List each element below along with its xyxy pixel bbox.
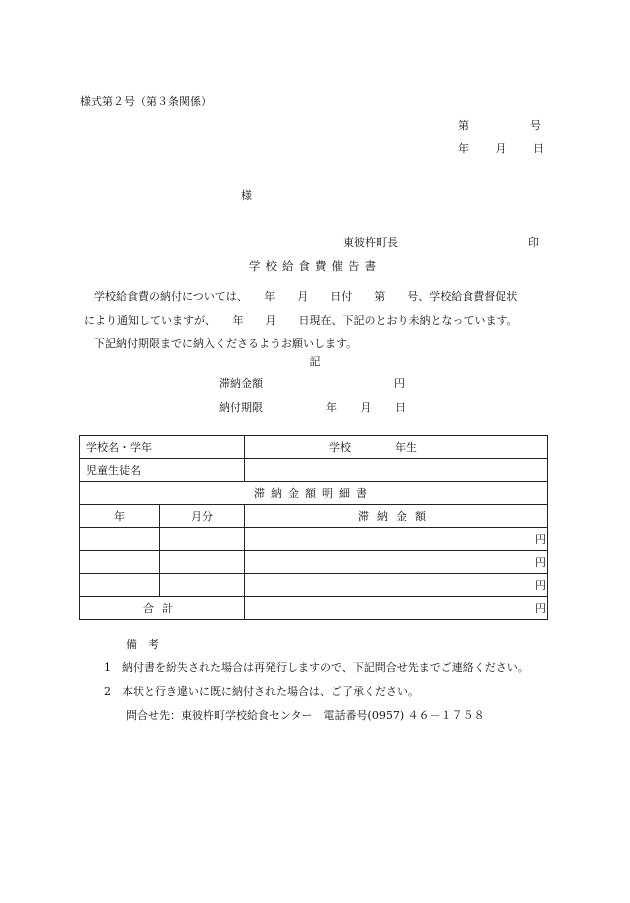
row-year-cell <box>80 551 160 574</box>
arrears-amount-unit: 円 <box>394 377 405 390</box>
document-title: 学校給食費催告書 <box>249 259 381 273</box>
body-line-1: 学校給食費の納付については、 年 月 日付 第 号、学校給食費督促状 <box>94 290 518 303</box>
row-month-cell <box>160 528 245 551</box>
doc-number-prefix: 第 <box>458 119 469 132</box>
deadline-month: 月 <box>360 401 372 414</box>
table-row <box>80 574 548 597</box>
body-line-2: により通知していますが、 年 月 日現在、下記のとおり未納となっています。 <box>84 313 518 327</box>
arrears-table <box>79 435 548 620</box>
body-text <box>84 285 564 356</box>
ki-heading: 記 <box>309 355 321 368</box>
row-month-cell <box>160 551 245 574</box>
deadline-date <box>326 402 406 413</box>
total-amount-cell: 円 <box>245 597 548 620</box>
school-suffix: 学校 <box>329 440 351 454</box>
issue-date-year: 年 <box>458 142 469 155</box>
student-name-label: 児童生徒名 <box>80 459 245 482</box>
row-month-cell <box>160 574 245 597</box>
row-amount-cell: 円 <box>245 574 548 597</box>
issue-date-month: 月 <box>495 142 507 155</box>
seal-mark: 印 <box>528 236 539 249</box>
table-row-detail-title <box>80 482 548 505</box>
table-row-student <box>80 459 548 482</box>
row-amount-cell: 円 <box>245 528 548 551</box>
deadline-year: 年 <box>326 401 337 414</box>
table-row <box>80 528 548 551</box>
school-grade-label: 学校名・学年 <box>80 436 245 459</box>
student-name-value <box>245 459 548 482</box>
col-header-year: 年 <box>80 505 160 528</box>
detail-title: 滞納金額明細書 <box>80 482 548 505</box>
row-year-cell <box>80 574 160 597</box>
table-row <box>80 551 548 574</box>
body-line-3: 下記納付期限までに納入くださるようお願いします。 <box>94 337 358 350</box>
deadline-day: 日 <box>395 401 406 414</box>
col-header-amount: 滞納金額 <box>245 505 548 528</box>
row-amount-cell: 円 <box>245 551 548 574</box>
form-number: 様式第２号（第３条関係） <box>80 95 212 108</box>
sender-name: 東彼杵町長 <box>343 236 398 249</box>
issue-date <box>458 143 544 154</box>
table-header-row <box>80 505 548 528</box>
contact-info: 問合せ先：東彼杵町学校給食センター 電話番号(0957) ４６－１７５８ <box>126 709 485 722</box>
school-grade-value <box>245 436 548 459</box>
total-label: 合計 <box>80 597 245 620</box>
issue-date-day: 日 <box>533 142 544 155</box>
table-row-school <box>80 436 548 459</box>
notes-heading: 備 考 <box>126 638 159 651</box>
grade-suffix: 年生 <box>395 440 417 454</box>
deadline-label: 納付期限 <box>219 401 263 414</box>
col-header-month: 月分 <box>160 505 245 528</box>
table-row-total <box>80 597 548 620</box>
doc-number-suffix: 号 <box>530 119 541 132</box>
note-item-2: 2 本状と行き違いに既に納付された場合は、ご了承ください。 <box>104 685 419 698</box>
addressee-suffix: 様 <box>241 189 252 202</box>
row-year-cell <box>80 528 160 551</box>
arrears-amount-label: 滞納金額 <box>219 377 263 390</box>
note-item-1: 1 納付書を紛失された場合は再発行しますので、下記問合せ先までご連絡ください。 <box>104 661 529 674</box>
